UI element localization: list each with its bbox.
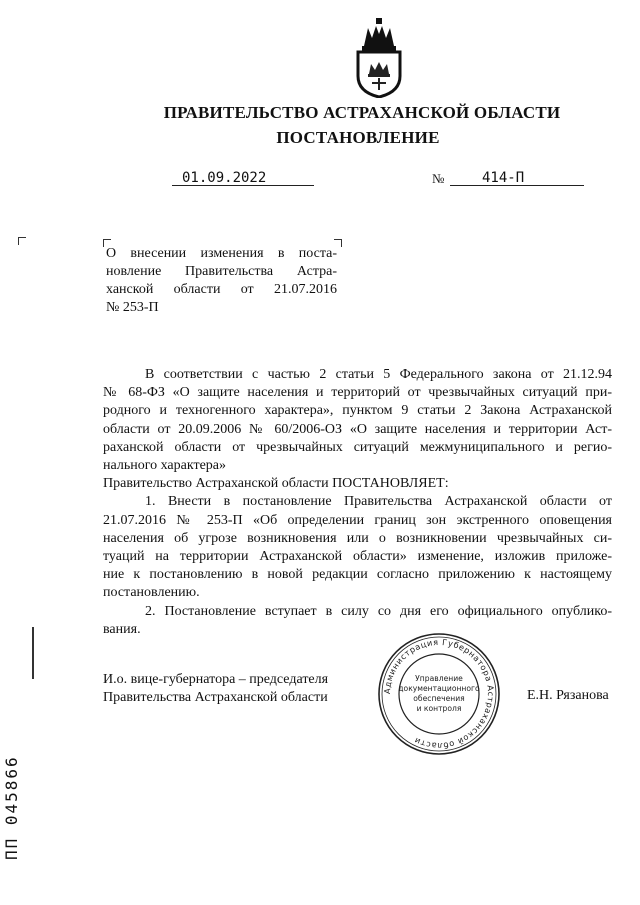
page-corner-mark [18,237,26,245]
preamble-line: нального характера» [103,458,226,474]
subject-line: ханской области от 21.07.2016 [106,282,337,297]
document-subject [106,245,337,317]
subject-line: О внесении изменения в поста- [106,246,337,261]
stamp-outer-text: Администрация Губернатора Астраханской области [381,636,497,752]
document-number: 414-П [482,170,525,186]
preamble-line: В соответствии с частью 2 статьи 5 Федерального закона от 21.12.94 [145,367,612,382]
official-stamp [376,631,502,757]
signatory-position [103,671,328,707]
item-1-line: ние к постановлению в новой редакции согласно приложению к настоящему [103,567,612,583]
document-date: 01.09.2022 [182,170,267,186]
form-serial-number-text: ПП 045866 [2,755,21,860]
preamble-line: родного и техногенного характера», пунктом 9 статьи 2 Закона Астраханской [103,403,612,419]
item-1-line: постановлению. [103,585,200,601]
item-2-line: 2. Постановление вступает в силу со дня его официального опублико- [145,603,612,619]
stamp-inner-line: документационного [398,684,480,693]
item-2-line: вания. [103,621,141,637]
preamble-paragraph [103,366,612,475]
subject-line: новление Правительства Астра- [106,264,337,279]
resolution-paragraph [103,475,612,493]
item-1-paragraph [103,493,612,602]
stamp-inner-line: Управление [415,674,463,683]
date-underline [172,185,314,186]
signatory-position-line: Правительства Астраханской области [103,690,328,705]
subject-line: № 253-П [106,300,159,315]
item-1-line: 1. Внести в постановление Правительства Астраханской области от [145,494,612,510]
preamble-line: раханской области от чрезвычайных ситуаций межмуниципального и регио- [103,439,612,455]
item-2-paragraph [103,603,612,639]
item-1-line: населения об угрозе возникновения или о возникновении чрезвычайных си- [103,530,612,546]
document-body [103,366,612,639]
form-serial-number [0,740,38,860]
stamp-inner-line: и контроля [416,704,462,713]
signatory-name: Е.Н. Рязанова [527,688,609,703]
item-1-line: туаций на территории Астраханской области» изменение, изложив приложе- [103,549,612,565]
number-sign: № [432,171,445,186]
preamble-line: № 68-ФЗ «О защите населения и территорий от чрезвычайных ситуаций при- [103,385,612,401]
preamble-line: области от 20.09.2006 № 60/2006-ОЗ «О защите населения и территории Аст- [103,421,612,437]
number-underline [450,185,584,186]
resolution-line: Правительство Астраханской области ПОСТАНОВЛЯЕТ: [103,476,449,492]
document-type-title: ПОСТАНОВЛЕНИЕ [276,128,440,147]
margin-line [32,627,34,679]
signatory-position-line: И.о. вице-губернатора – председателя [103,672,329,687]
coat-of-arms-emblem-icon [354,18,404,98]
organization-title: ПРАВИТЕЛЬСТВО АСТРАХАНСКОЙ ОБЛАСТИ [163,103,561,122]
stamp-inner-line: обеспечения [413,694,465,703]
item-1-line: 21.07.2016 № 253-П «Об определении границ зон экстренного оповещения [103,512,612,528]
